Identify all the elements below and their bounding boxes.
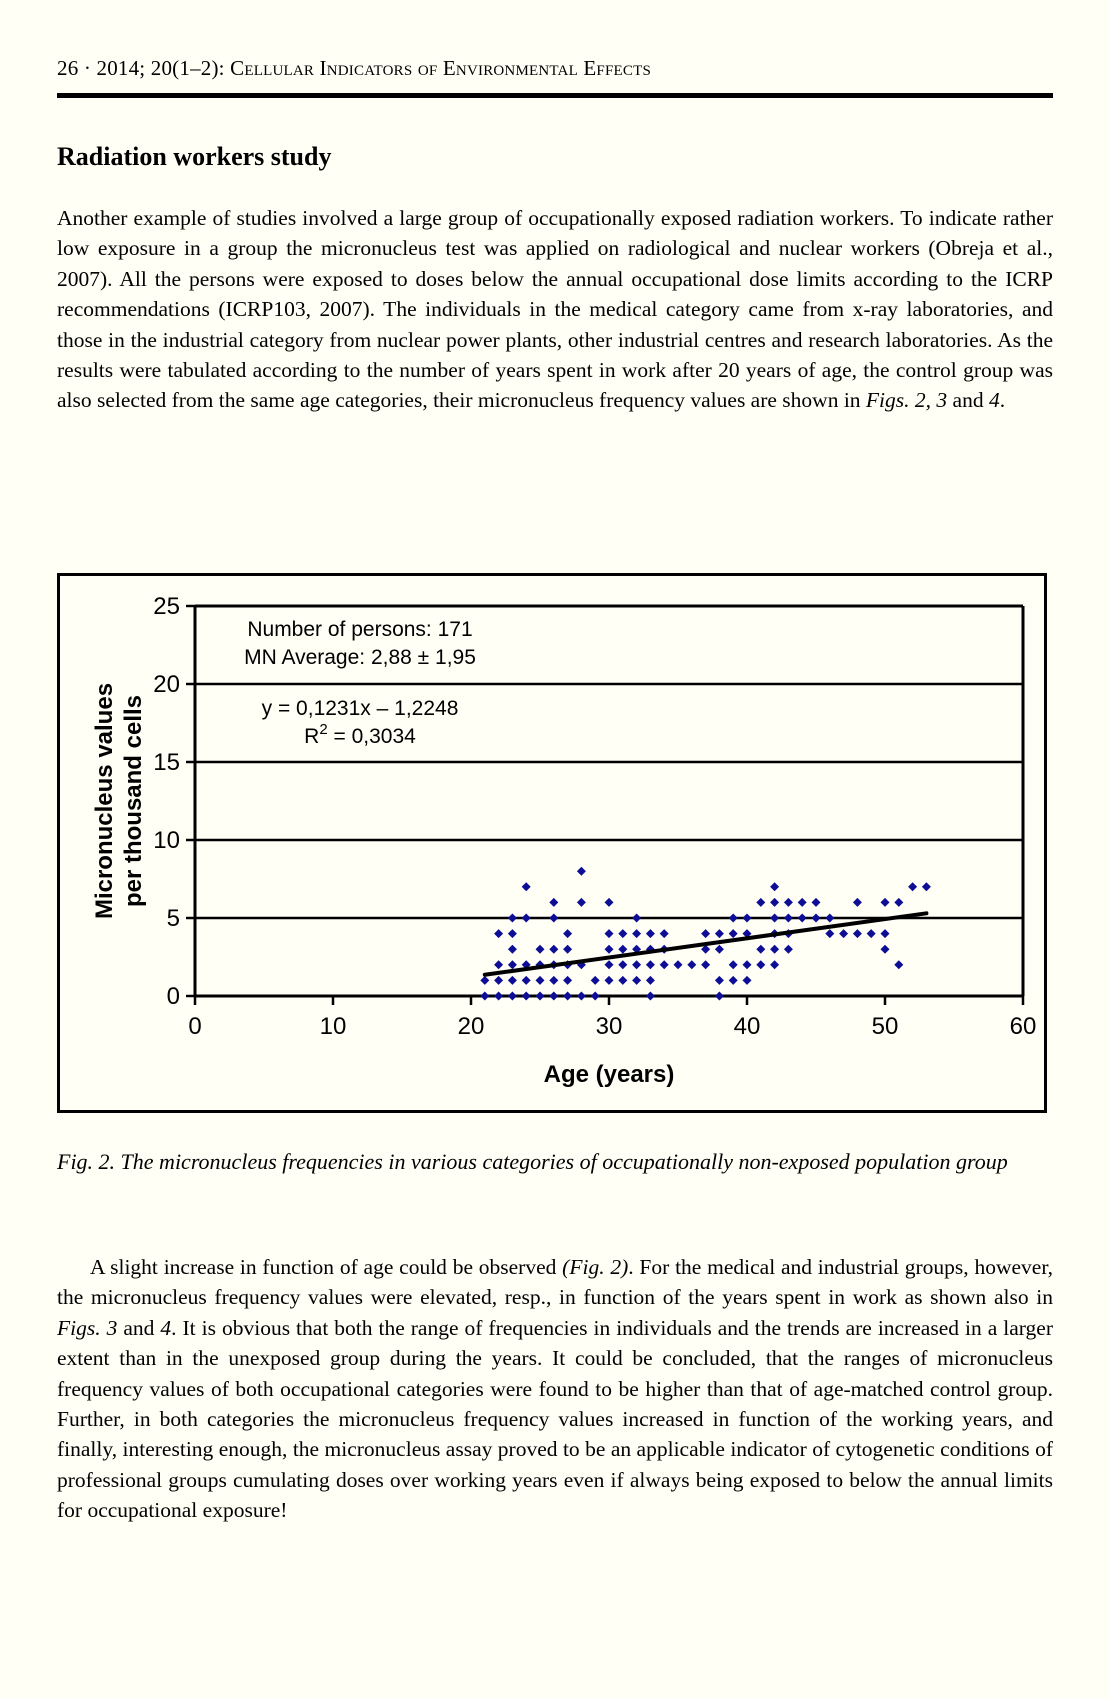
scatter-point bbox=[577, 898, 586, 907]
y-tick-label-25: 25 bbox=[153, 593, 180, 620]
running-header-citation: 26 · 2014; 20(1–2): bbox=[57, 56, 231, 80]
scatter-point bbox=[729, 976, 738, 985]
scatter-point bbox=[646, 960, 655, 969]
scatter-point bbox=[839, 929, 848, 938]
scatter-point bbox=[770, 960, 779, 969]
text-run: and bbox=[117, 1315, 161, 1340]
scatter-point bbox=[715, 945, 724, 954]
scatter-point bbox=[563, 945, 572, 954]
scatter-point bbox=[729, 960, 738, 969]
scatter-point bbox=[605, 945, 614, 954]
text-run: Another example of studies involved a large group of occupationally exposed radiation workers. To indicate rather low exposure in a group the micronucleus test was applied on radiological and nuclear workers (Obreja et al., 2007). All the persons were exposed to doses below the annual occupational dose limits according to the ICRP recommendations (ICRP103, 2007). The individuals in the medical category came from x-ray laboratories, and those in the industrial category from nuclear power plants, other industrial centres and research laboratories. As the results were tabulated according to the number of years spent in work after 20 years of age, the control group was also selected from the same age categories, their micronucleus frequency values are shown in bbox=[57, 206, 1053, 413]
scatter-point bbox=[549, 914, 558, 923]
scatter-point bbox=[563, 976, 572, 985]
scatter-point bbox=[784, 945, 793, 954]
scatter-point bbox=[618, 929, 627, 938]
scatter-point bbox=[674, 960, 683, 969]
y-tick-label-5: 5 bbox=[166, 905, 180, 932]
text-run-italic: 4 bbox=[160, 1315, 172, 1340]
scatter-point bbox=[743, 914, 752, 923]
scatter-point bbox=[549, 898, 558, 907]
scatter-point bbox=[715, 976, 724, 985]
section-heading: Radiation workers study bbox=[57, 142, 332, 171]
scatter-point bbox=[894, 898, 903, 907]
figure-2-box bbox=[57, 573, 1047, 1113]
y-axis-title-line-1: Micronucleus values bbox=[91, 682, 118, 920]
annotation-n-persons: Number of persons: 171 bbox=[247, 618, 473, 641]
scatter-point bbox=[853, 929, 862, 938]
scatter-point bbox=[522, 976, 531, 985]
scatter-point bbox=[743, 960, 752, 969]
paragraph-2 bbox=[57, 1252, 1053, 1526]
scatter-point bbox=[577, 992, 586, 1001]
scatter-point bbox=[812, 914, 821, 923]
scatter-point bbox=[646, 929, 655, 938]
scatter-point bbox=[494, 976, 503, 985]
y-axis-title-line-2: per thousand cells bbox=[120, 694, 147, 908]
scatter-point bbox=[494, 929, 503, 938]
text-run-italic: (Fig. 2) bbox=[562, 1255, 629, 1279]
annotation-r-squared: $R^2 = 0,3034$ bbox=[304, 721, 416, 748]
scatter-point bbox=[743, 976, 752, 985]
scatter-point bbox=[508, 929, 517, 938]
running-header-journal-title: Cellular Indicators of Environmental Effects bbox=[230, 56, 651, 80]
scatter-point bbox=[798, 914, 807, 923]
scatter-point bbox=[605, 929, 614, 938]
scatter-point bbox=[632, 960, 641, 969]
scatter-point bbox=[646, 976, 655, 985]
scatter-point bbox=[549, 945, 558, 954]
scatter-point bbox=[715, 929, 724, 938]
scatter-point bbox=[881, 945, 890, 954]
x-tick-label-60: 60 bbox=[1009, 1013, 1037, 1040]
running-header bbox=[57, 56, 1053, 81]
scatter-point bbox=[522, 882, 531, 891]
text-run-italic: 4 bbox=[988, 388, 1000, 413]
scatter-point bbox=[825, 914, 834, 923]
scatter-point bbox=[701, 960, 710, 969]
scatter-point bbox=[660, 929, 669, 938]
text-run: and bbox=[947, 388, 989, 413]
scatter-point bbox=[770, 914, 779, 923]
scatter-point bbox=[508, 960, 517, 969]
scatter-point bbox=[798, 898, 807, 907]
scatter-point bbox=[812, 898, 821, 907]
header-rule bbox=[57, 93, 1053, 98]
y-tick-label-10: 10 bbox=[153, 827, 180, 854]
scatter-point bbox=[756, 898, 765, 907]
scatter-point bbox=[853, 898, 862, 907]
scatter-point bbox=[508, 976, 517, 985]
scatter-point bbox=[770, 945, 779, 954]
scatter-point bbox=[867, 929, 876, 938]
scatter-point bbox=[522, 914, 531, 923]
scatter-point bbox=[618, 960, 627, 969]
scatter-point bbox=[618, 945, 627, 954]
text-run: . bbox=[999, 388, 1006, 413]
scatter-point bbox=[494, 960, 503, 969]
text-run: . It is obvious that both the range of frequencies in individuals and the trends are increased in a larger extent than in the unexposed group during the years. It could be concluded, that the ranges of micronucleus frequency values of both occupational categories were found to be higher than that of age-matched control group. Further, in both categories the micronucleus frequency values increased in function of the working years, and finally, interesting enough, the micronucleus assay proved to be an applicable indicator of cytogenetic conditions of professional groups cumulating doses over working years even if always being exposed to below the annual limits for occupational exposure! bbox=[57, 1315, 1053, 1523]
scatter-point bbox=[536, 945, 545, 954]
x-tick-label-0: 0 bbox=[188, 1013, 202, 1040]
x-tick-label-50: 50 bbox=[871, 1013, 899, 1040]
annotation-equation: y = 0,1231x – 1,2248 bbox=[261, 697, 459, 720]
y-tick-label-20: 20 bbox=[153, 671, 180, 698]
scatter-point bbox=[770, 882, 779, 891]
scatter-point bbox=[480, 976, 489, 985]
scatter-point bbox=[770, 898, 779, 907]
annotation-mn-average: MN Average: 2,88 ± 1,95 bbox=[244, 646, 476, 669]
scatter-point bbox=[563, 992, 572, 1001]
x-tick-label-20: 20 bbox=[457, 1013, 485, 1040]
scatter-point bbox=[605, 960, 614, 969]
scatter-point bbox=[784, 914, 793, 923]
scatter-point bbox=[536, 992, 545, 1001]
scatter-point bbox=[908, 882, 917, 891]
scatter-point bbox=[922, 882, 931, 891]
x-tick-label-30: 30 bbox=[595, 1013, 623, 1040]
scatter-point bbox=[508, 945, 517, 954]
scatter-point bbox=[881, 898, 890, 907]
scatter-point bbox=[881, 929, 890, 938]
text-run-italic: Fig. 2. The micronucleus frequencies in various categories of occupationally non-exposed population group bbox=[57, 1149, 1008, 1174]
x-axis-title: Age (years) bbox=[543, 1061, 675, 1088]
scatter-point bbox=[605, 976, 614, 985]
scatter-point bbox=[632, 976, 641, 985]
scatter-point bbox=[715, 992, 724, 1001]
scatter-point bbox=[784, 898, 793, 907]
scatter-point bbox=[549, 976, 558, 985]
scatter-point bbox=[632, 929, 641, 938]
x-tick-label-10: 10 bbox=[319, 1013, 347, 1040]
text-run: . For the medical and industrial groups, however, the micronucleus frequency values were elevated, resp., in function of the years spent in work as shown also in bbox=[57, 1255, 1053, 1310]
scatter-point bbox=[825, 929, 834, 938]
scatter-point bbox=[563, 929, 572, 938]
y-tick-label-15: 15 bbox=[153, 749, 180, 776]
scatter-plot-fig2 bbox=[60, 576, 1044, 1110]
scatter-point bbox=[701, 929, 710, 938]
scatter-point bbox=[480, 992, 489, 1001]
scatter-point bbox=[618, 976, 627, 985]
scatter-point bbox=[729, 929, 738, 938]
text-run-italic: Figs. 3 bbox=[57, 1315, 118, 1340]
scatter-point bbox=[605, 898, 614, 907]
scatter-point bbox=[646, 992, 655, 1001]
y-axis-title bbox=[91, 683, 147, 919]
scatter-point bbox=[756, 945, 765, 954]
scatter-point bbox=[591, 976, 600, 985]
y-tick-label-0: 0 bbox=[166, 983, 180, 1010]
scatter-point bbox=[729, 914, 738, 923]
scatter-point bbox=[494, 992, 503, 1001]
scatter-point bbox=[687, 960, 696, 969]
scatter-point bbox=[660, 960, 669, 969]
scatter-point bbox=[577, 867, 586, 876]
paragraph-1 bbox=[57, 203, 1053, 416]
scatter-point bbox=[632, 914, 641, 923]
x-tick-label-40: 40 bbox=[733, 1013, 761, 1040]
scatter-point bbox=[536, 976, 545, 985]
scatter-point bbox=[591, 992, 600, 1001]
text-run-italic: Figs. 2, 3 bbox=[865, 388, 948, 413]
scatter-point bbox=[508, 992, 517, 1001]
text-run: A slight increase in function of age could be observed bbox=[90, 1255, 563, 1279]
scatter-point bbox=[756, 960, 765, 969]
scatter-point bbox=[508, 914, 517, 923]
scatter-point bbox=[549, 992, 558, 1001]
scatter-point bbox=[522, 992, 531, 1001]
scatter-point bbox=[894, 960, 903, 969]
figure-2-caption bbox=[57, 1146, 1053, 1177]
